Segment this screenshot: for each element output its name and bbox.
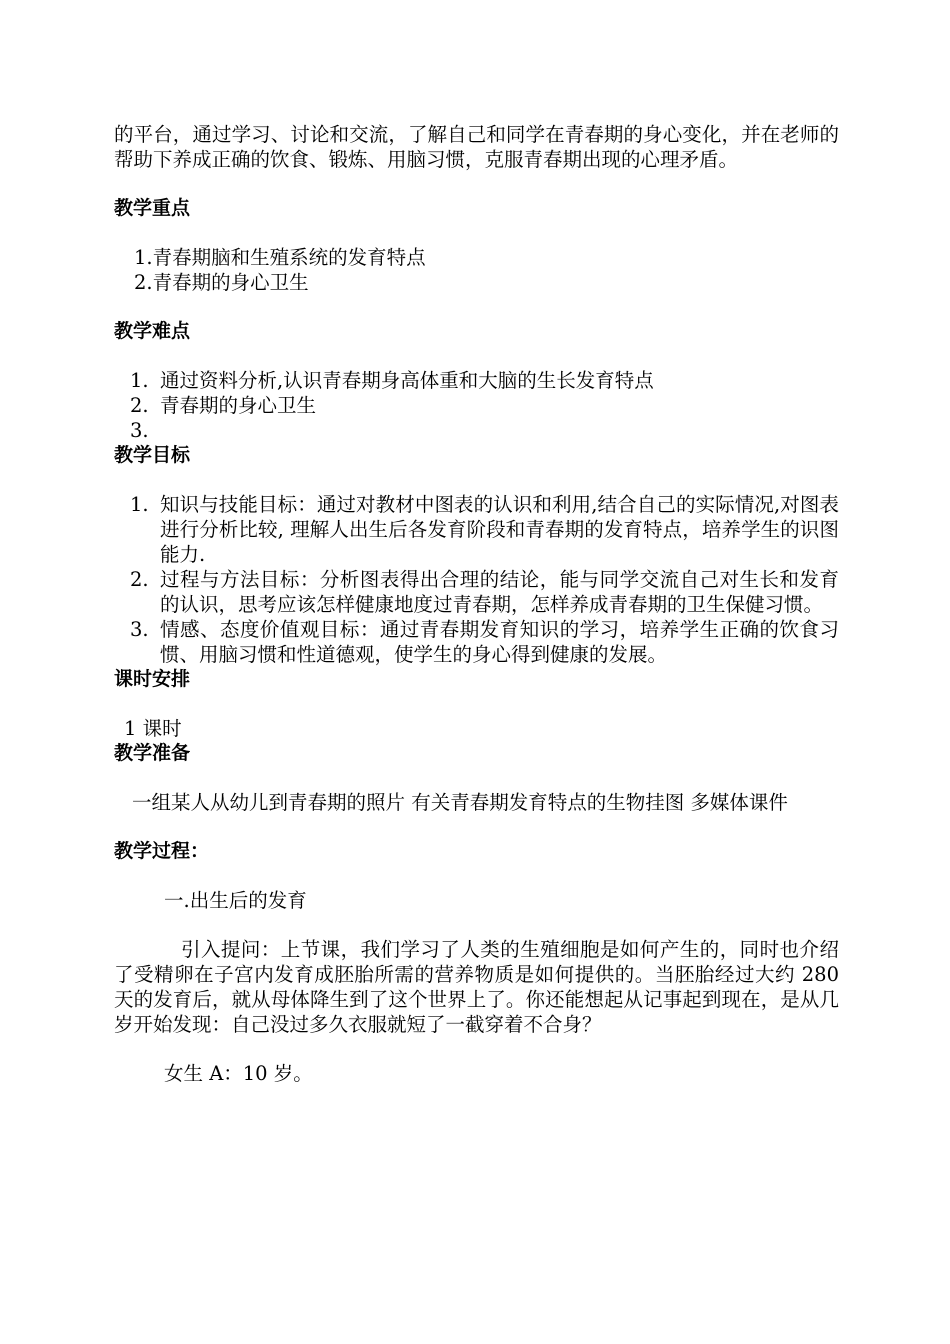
list-number: 1.: [130, 369, 149, 392]
objective-text: 知识与技能目标：通过对教材中图表的认识和利用,结合自己的实际情况,对图表进行分析比较, 理解人出生后各发育阶段和青春期的发育特点，培养学生的识图能力.: [160, 493, 839, 566]
list-number: 3.: [130, 618, 149, 641]
schedule-text: 1 课时: [124, 717, 182, 740]
key-points-list: [114, 245, 839, 295]
process-heading: 教学过程：: [114, 840, 210, 862]
section-title: 一.出生后的发育: [164, 889, 307, 912]
difficulty-item: [114, 368, 839, 393]
difficulty-text: 青春期的身心卫生: [160, 394, 317, 417]
student-answer: 女生 A：10 岁。: [164, 1062, 313, 1085]
preparation-heading: 教学准备: [114, 742, 191, 764]
intro-paragraph: 的平台，通过学习、讨论和交流，了解自己和同学在青春期的身心变化，并在老师的帮助下养成正确的饮食、锻炼、用脑习惯，克服青春期出现的心理矛盾。: [114, 123, 839, 171]
document-page: [114, 122, 839, 1086]
objectives-list: [114, 492, 839, 667]
objectives-heading: 教学目标: [114, 444, 191, 466]
objective-text: 情感、态度价值观目标：通过青春期发育知识的学习，培养学生正确的饮食习惯、用脑习惯和性道德观，使学生的身心得到健康的发展。: [160, 618, 839, 666]
list-number: 2.: [130, 394, 149, 417]
difficulties-heading: 教学难点: [114, 320, 191, 342]
difficulties-list: [114, 368, 839, 443]
objective-text: 过程与方法目标：分析图表得出合理的结论，能与同学交流自己对生长和发育的认识，思考应该怎样健康地度过青春期，怎样养成青春期的卫生保健习惯。: [160, 568, 839, 616]
list-number: 1.: [130, 493, 149, 516]
objective-item: [114, 492, 839, 567]
key-point-item: 2.青春期的身心卫生: [134, 271, 309, 294]
key-point-item: 1.青春期脑和生殖系统的发育特点: [134, 246, 426, 269]
objective-item: [114, 617, 839, 667]
objective-item: [114, 567, 839, 617]
list-number: 2.: [130, 568, 149, 591]
difficulty-text: 通过资料分析,认识青春期身高体重和大脑的生长发育特点: [160, 369, 654, 392]
difficulty-item: [114, 418, 839, 443]
key-points-heading: 教学重点: [114, 197, 191, 219]
difficulty-item: [114, 393, 839, 418]
preparation-text: 一组某人从幼儿到青春期的照片 有关青春期发育特点的生物挂图 多媒体课件: [132, 791, 788, 814]
schedule-heading: 课时安排: [114, 668, 191, 690]
list-number: 3.: [130, 419, 149, 442]
question-paragraph: 引入提问：上节课，我们学习了人类的生殖细胞是如何产生的，同时也介绍了受精卵在子宫内发育成胚胎所需的营养物质是如何提供的。当胚胎经过大约 280 天的发育后，就从母体降生到了这个世界上了。你还能想起从记事起到现在，是从几岁开始发现：自己没过多久衣服就短了一截穿着不合身？: [114, 938, 839, 1036]
